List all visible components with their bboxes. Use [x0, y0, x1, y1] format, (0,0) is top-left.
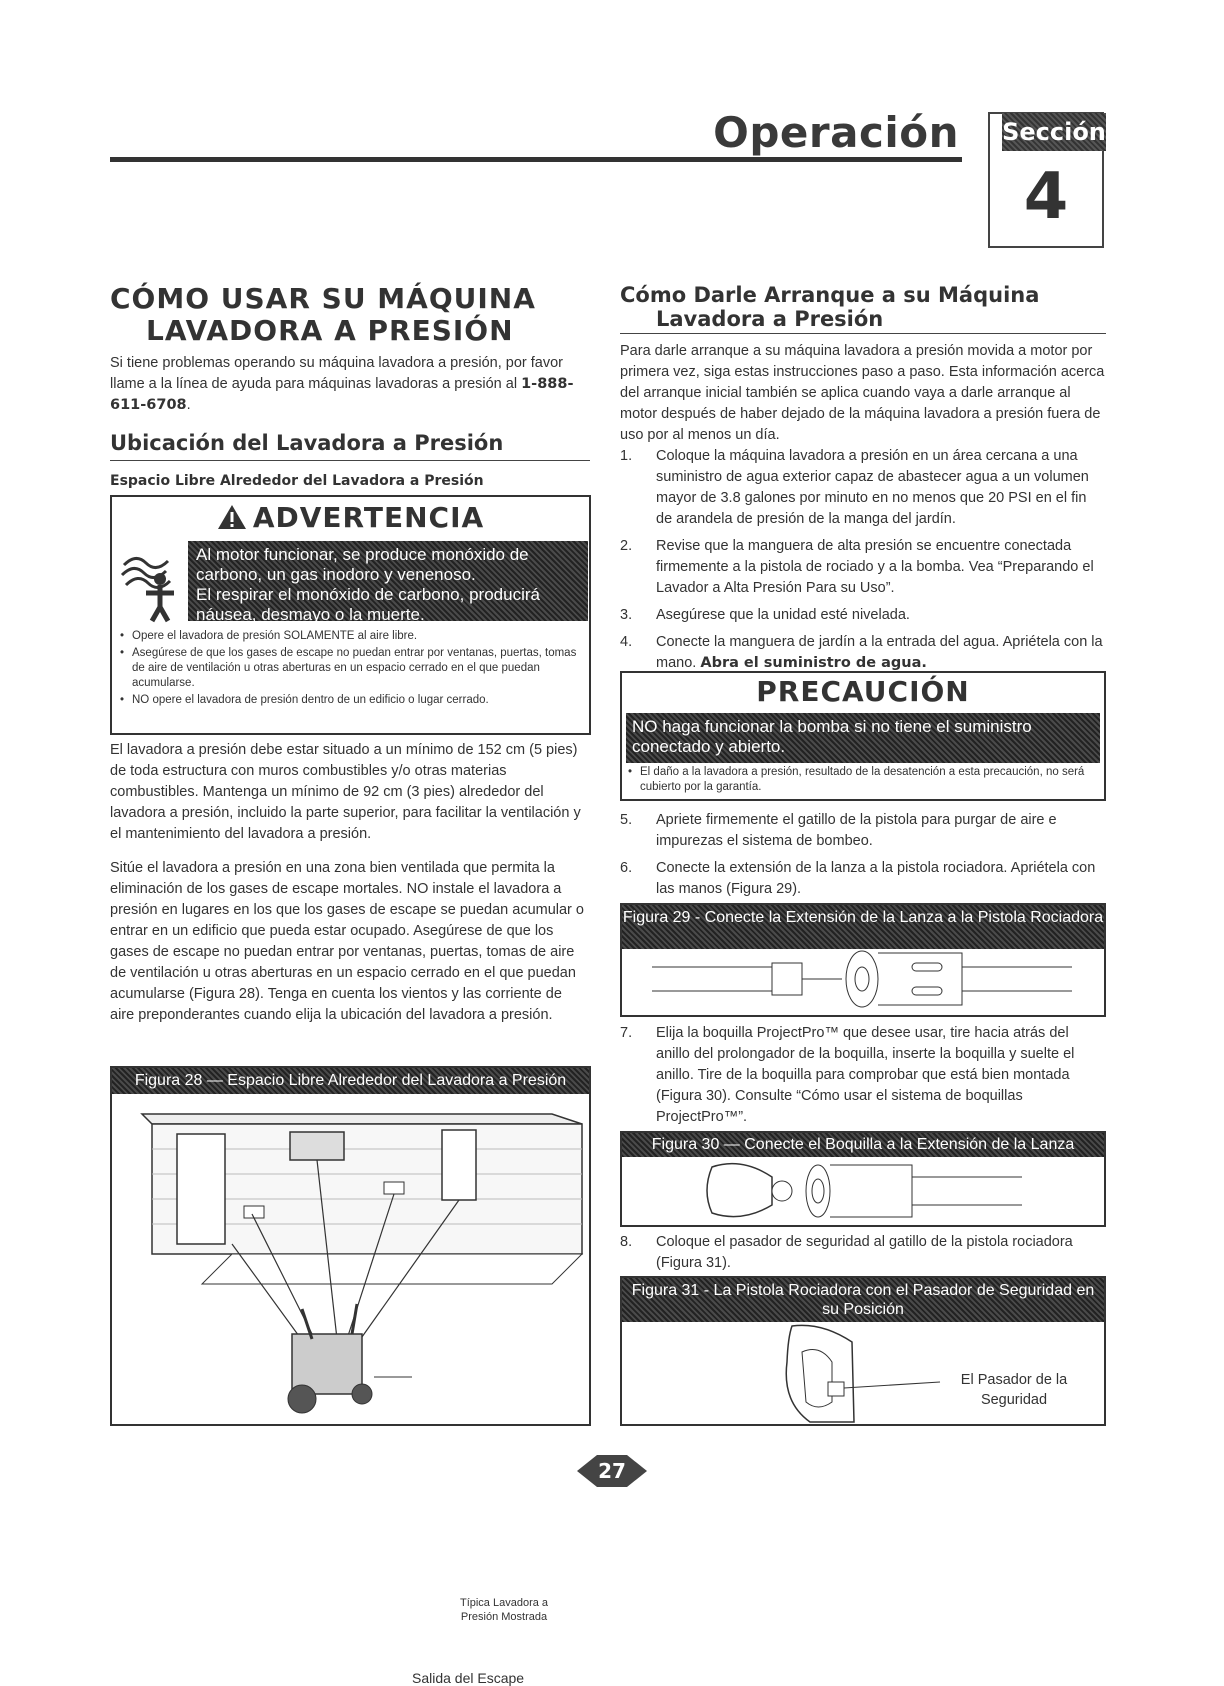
clearance-paragraph-1: El lavadora a presión debe estar situado a un mínimo de 152 cm (5 pies) de toda estructura con muros combustibles y/o otras materias combustibles. Mantenga un mínimo de 92 cm (3 pies) alrededor del lavadora a presión, incluido la parte superior, para facilitar la ventilación y el mantenimiento del lavadora a presión.	[110, 742, 581, 842]
figure-29-caption: Figura 29 - Conecte la Extensión de la Lanza a la Pistola Rociadora	[622, 905, 1104, 949]
warning-bullets	[118, 629, 586, 710]
warning-triangle-icon	[217, 504, 247, 530]
sub-heading-rule	[110, 460, 590, 461]
intro-text: Si tiene problemas operando su máquina lavadora a presión, por favor llame a la línea de ayuda para máquinas lavadoras a presión al	[110, 355, 563, 392]
clearance-paragraph-2: Sitúe el lavadora a presión en una zona bien ventilada que permita la eliminación de los gases de escape mortales. NO instale el lavadora a presión en lugares en los que los gases de escape se puedan acumular o entrar en un edificio que pueda estar ocupado. Asegúrese de que los gases de escape no puedan entrar por ventanas, puertas, tomas de aire de ventilación u otras aberturas en un espacio cerrado en el que puedan acumularse (Figura 28). Tenga en cuenta los vientos y las corriente de aire preponderantes cuando elija la ubicación del lavadora a presión.	[110, 860, 584, 1023]
step-text: Coloque la máquina lavadora a presión en un área cercana a una suministro de agua exterior capaz de abastecer agua a un volumen mayor de 3.8 galones por minuto en no menos que 20 PSI en el fin de arandela de presión de la manga del jardín.	[656, 448, 1089, 527]
caution-box	[620, 671, 1106, 801]
caution-bullet: • El daño a la lavadora a presión, resultado de la desatención a esta precaución, no será cubierto por la garantía.	[626, 765, 1096, 795]
step-text: Asegúrese que la unidad esté nivelada.	[656, 607, 910, 623]
step-item	[620, 1023, 1106, 1128]
step-number: 4.	[620, 634, 633, 650]
step-item	[620, 632, 1106, 674]
step-text: Conecte la extensión de la lanza a la pistola rociadora. Apriétela con las manos (Figura 29).	[656, 860, 1096, 897]
step-text: Conecte la manguera de jardín a la entrada del agua. Apriétela con la mano.	[656, 634, 1103, 671]
sub-heading-location: Ubicación del Lavadora a Presión	[110, 431, 504, 455]
figure-28	[110, 1066, 591, 1686]
figure-29	[620, 903, 1106, 1017]
main-heading-line2: LAVADORA A PRESIÓN	[146, 314, 514, 347]
section-number: 4	[1023, 160, 1069, 234]
start-steps-list-c	[620, 1023, 1106, 1134]
page-title: Operación	[713, 108, 959, 157]
start-steps-list-b	[620, 810, 1106, 906]
intro-end: .	[186, 397, 191, 413]
caution-bullets	[626, 765, 1096, 797]
figure-31	[620, 1276, 1106, 1426]
step-number: 7.	[620, 1025, 633, 1041]
nozzle-extension-illustration	[622, 1157, 1104, 1225]
figure-31-caption: Figura 31 - La Pistola Rociadora con el Pasador de Seguridad en su Posición	[622, 1278, 1104, 1322]
warning-title: ADVERTENCIA	[252, 501, 485, 534]
step-item	[620, 1232, 1106, 1274]
warning-bullet: • Asegúrese de que los gases de escape no puedan entrar por ventanas, puertas, tomas de aire de ventilación u otras aberturas en un espacio cerrado en el que puedan acumularse.	[118, 646, 586, 691]
figure-31-safety-pin-label: El Pasador de la Seguridad	[960, 1372, 1068, 1408]
start-heading-rule	[620, 333, 1106, 334]
step-text: Elija la boquilla ProjectPro™ que desee usar, tire hacia atrás del anillo del prolongador de la boquilla, inserte la boquilla y suelte el anillo. Tire de la boquilla para comprobar que está bien montada (Figura 30). Consulte “Cómo usar el sistema de boquillas ProjectPro™”.	[656, 1025, 1075, 1125]
step-item	[620, 446, 1106, 530]
intro-paragraph	[110, 353, 590, 416]
warning-banner-line1: Al motor funcionar, se produce monóxido de carbono, un gas inodoro y venenoso.	[196, 545, 529, 584]
step-number: 2.	[620, 538, 633, 554]
figure-28-typical-label: Típica Lavadora a Presión Mostrada	[459, 1597, 549, 1623]
figure-30-caption: Figura 30 — Conecte el Boquilla a la Extensión de la Lanza	[622, 1133, 1104, 1157]
warning-bullet: • NO opere el lavadora de presión dentro de un edificio o lugar cerrado.	[118, 693, 586, 708]
step-item	[620, 858, 1106, 900]
step-text: Revise que la manguera de alta presión se encuentre conectada firmemente a la pistola de rociado y a la bomba. Vea “Preparando el Lavador a Alta Presión Para su Uso”.	[656, 538, 1094, 596]
start-intro-paragraph: Para darle arranque a su máquina lavadora a presión movida a motor por primera vez, siga estas instrucciones paso a paso. Esta información acerca del arranque inicial también se aplica cuando vaya a darle arranque al motor después de haber dejado de la máquina lavadora a presión fuera de uso por al menos un día.	[620, 343, 1105, 443]
step-text: Coloque el pasador de seguridad al gatillo de la pistola rociadora (Figura 31).	[656, 1234, 1073, 1271]
house-pressure-washer-illustration	[112, 1094, 589, 1424]
caution-banner: NO haga funcionar la bomba si no tiene el suministro conectado y abierto.	[626, 713, 1100, 763]
step-item	[620, 536, 1106, 599]
step-item	[620, 605, 1106, 626]
helpline-phone: 1-888-611-6708	[110, 376, 574, 413]
section-label: Sección	[1002, 113, 1106, 151]
start-heading-line1: Cómo Darle Arranque a su Máquina	[620, 283, 1040, 307]
start-steps-list-a	[620, 446, 1106, 680]
step-number: 8.	[620, 1234, 633, 1250]
lance-extension-illustration	[622, 949, 1104, 1015]
figure-28-caption: Figura 28 — Espacio Libre Alrededor del Lavadora a Presión	[112, 1068, 589, 1094]
figure-28-exhaust-label: Salida del Escape	[412, 1670, 525, 1686]
warning-bullet: • Opere el lavadora de presión SOLAMENTE al aire libre.	[118, 629, 586, 644]
figure-30	[620, 1131, 1106, 1227]
warning-box	[110, 495, 591, 735]
step-text-bold: Abra el suministro de agua.	[700, 655, 927, 671]
clearance-heading: Espacio Libre Alrededor del Lavadora a Presión	[110, 473, 484, 489]
step-item	[620, 810, 1106, 852]
start-steps-list-d	[620, 1232, 1106, 1280]
caution-title: PRECAUCIÓN	[756, 675, 970, 708]
step-number: 5.	[620, 812, 633, 828]
page-number: 27	[598, 1459, 626, 1483]
step-number: 6.	[620, 860, 633, 876]
warning-title-row	[112, 501, 589, 534]
page-number-badge	[577, 1451, 647, 1491]
step-number: 1.	[620, 448, 633, 464]
main-heading-line1: CÓMO USAR SU MÁQUINA	[110, 282, 536, 315]
warning-banner-line2: El respirar el monóxido de carbono, producirá náusea, desmayo o la muerte.	[196, 585, 540, 624]
step-number: 3.	[620, 607, 633, 623]
start-heading-line2: Lavadora a Presión	[656, 307, 884, 331]
step-text: Apriete firmemente el gatillo de la pistola para purgar de aire e impurezas el sistema de bombeo.	[656, 812, 1057, 849]
warning-banner	[188, 541, 588, 624]
header-rule	[110, 157, 962, 162]
hazard-fumes-icon	[116, 545, 186, 625]
